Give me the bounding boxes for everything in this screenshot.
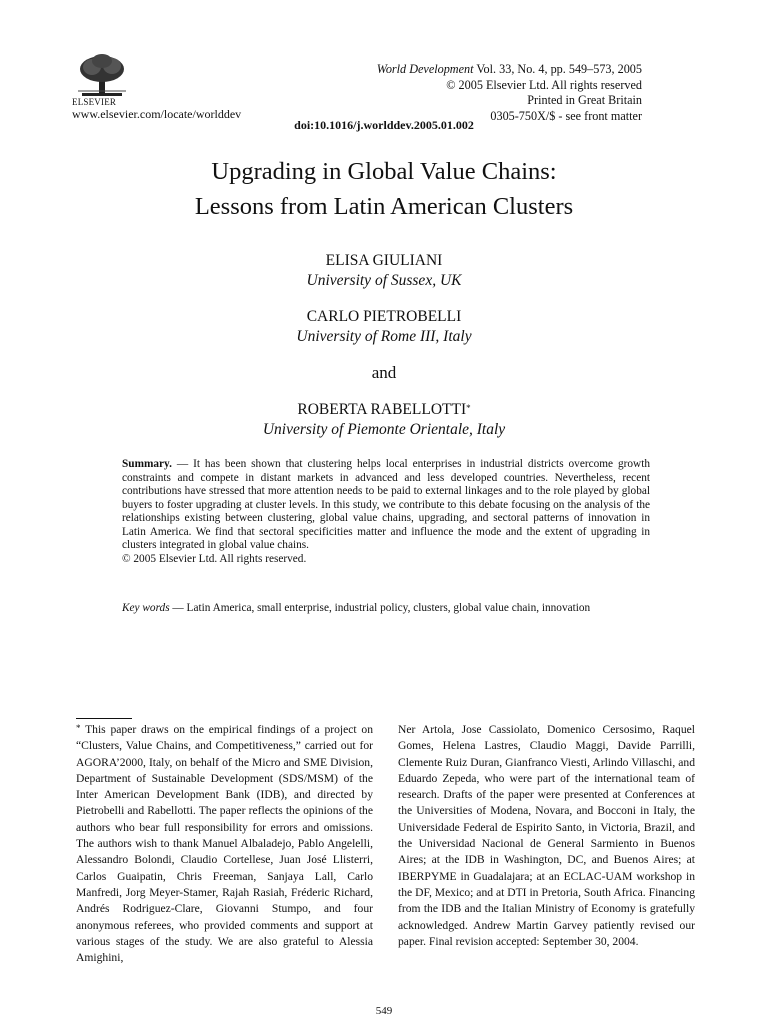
title-line-2: Lessons from Latin American Clusters <box>194 193 574 220</box>
author-1 <box>0 251 768 291</box>
summary-copyright: © 2005 Elsevier Ltd. All rights reserved. <box>122 552 307 565</box>
journal-url[interactable]: www.elsevier.com/locate/worlddev <box>72 107 242 121</box>
author-name: ELISA GIULIANI <box>325 252 443 269</box>
author-affiliation: University of Sussex, UK <box>306 272 462 289</box>
keywords <box>122 602 650 616</box>
footnote-left-text: This paper draws on the empirical findings of a project on “Clusters, Value Chains, and Competitiveness,” carried out for AGORA’2000, Italy, on behalf of the Micro and SME Division, Department of Sustainable Development (SDS/MSM) of the Inter American Development Bank (IDB), and directed by Pietrobelli and Rabellotti. The paper reflects the opinions of the authors who bear full responsibility for errors and omissions. The authors wish to thank Manuel Albaladejo, Pablo Angelelli, Alessandro Bolondi, Claudio Cortellese, Juan José Llisterri, Carlos Guaipatin, Chris Freeman, Sanjaya Lall, Carlo Manfredi, Jorg Meyer-Stamer, Rajah Rasiah, Fréderic Richard, Andrés Rodriguez-Clare, Giovanni Stumpo, and four anonymous referees, who provided comments and support at various stages of the study. We are also grateful to Alessia Amighini, <box>76 723 373 965</box>
and-connector: and <box>371 363 397 382</box>
article-title <box>0 154 768 224</box>
journal-name: World Development <box>376 62 474 76</box>
keywords-label: Key words <box>122 602 170 614</box>
author-3 <box>0 400 768 440</box>
author-footnote-marker[interactable]: * <box>466 403 471 413</box>
printed-line: Printed in Great Britain <box>527 93 642 107</box>
footnote-right-column: Ner Artola, Jose Cassiolato, Domenico Cersosimo, Raquel Gomes, Helena Lastres, Claudio Maggi, Davide Parrilli, Clemente Ruiz Duran, Gianfranco Viesti, Arlindo Villaschi, and Eduardo Zepeda, who were part of the international team of research. Drafts of the paper were presented at Conferences at the Universities of Modena, Novara, and Bocconi in Italy, the Universidade Federal de Espirito Santo, in Victoria, Brazil, and the Universidad Nacional de General Sarmiento in Buenos Aires; at the IDB in Washington, DC, and Buenos Aires; at IBERPYME in Guadalajara; at an ECLAC-UAM workshop in the DF, Mexico; and at DTI in Pretoria, South Africa. Financing from the IDB and the Italian Ministry of Economy is gratefully acknowledged. Andrew Martin Garvey patiently revised our paper. Final revision accepted: September 30, 2004. <box>398 723 695 948</box>
publisher-wordmark: ELSEVIER <box>72 97 117 107</box>
keywords-text: — Latin America, small enterprise, industrial policy, clusters, global value chain, innovation <box>169 602 591 614</box>
author-name: ROBERTA RABELLOTTI <box>297 401 467 418</box>
author-name: CARLO PIETROBELLI <box>306 308 462 325</box>
doi[interactable]: doi:10.1016/j.worlddev.2005.01.002 <box>294 118 474 132</box>
title-line-1: Upgrading in Global Value Chains: <box>211 158 557 185</box>
copyright-line: © 2005 Elsevier Ltd. All rights reserved <box>446 77 642 92</box>
summary-label: Summary. <box>122 458 172 470</box>
author-affiliation: University of Piemonte Orientale, Italy <box>262 421 506 438</box>
issn-line: 0305-750X/$ - see front matter <box>490 108 642 123</box>
abstract <box>122 458 650 566</box>
summary-text: — It has been shown that clustering helps local enterprises in industrial districts overcome growth constraints and compete in distant markets in advanced and less developed countries. Nevertheless, recent contributions have stressed that more attention needs to be paid to external linkages and to the role played by global buyers to foster upgrading at cluster levels. In this study, we contribute to this debate focusing on the analysis of the relationships existing between clustering, global value chains, upgrading, and sectoral patterns of innovation in Latin America. We find that sectoral specificities matter and influence the mode and the extent of upgrading in clusters integrated in global value chains. <box>122 458 650 551</box>
journal-info <box>377 62 642 124</box>
elsevier-tree-logo <box>72 53 132 103</box>
journal-citation: Vol. 33, No. 4, pp. 549–573, 2005 <box>476 62 642 76</box>
footnote-left-column <box>76 722 373 966</box>
author-affiliation: University of Rome III, Italy <box>296 328 472 345</box>
footnote-divider <box>76 718 132 719</box>
page-number: 549 <box>375 1005 393 1017</box>
footnote-marker: * <box>76 723 81 733</box>
author-2 <box>0 307 768 347</box>
